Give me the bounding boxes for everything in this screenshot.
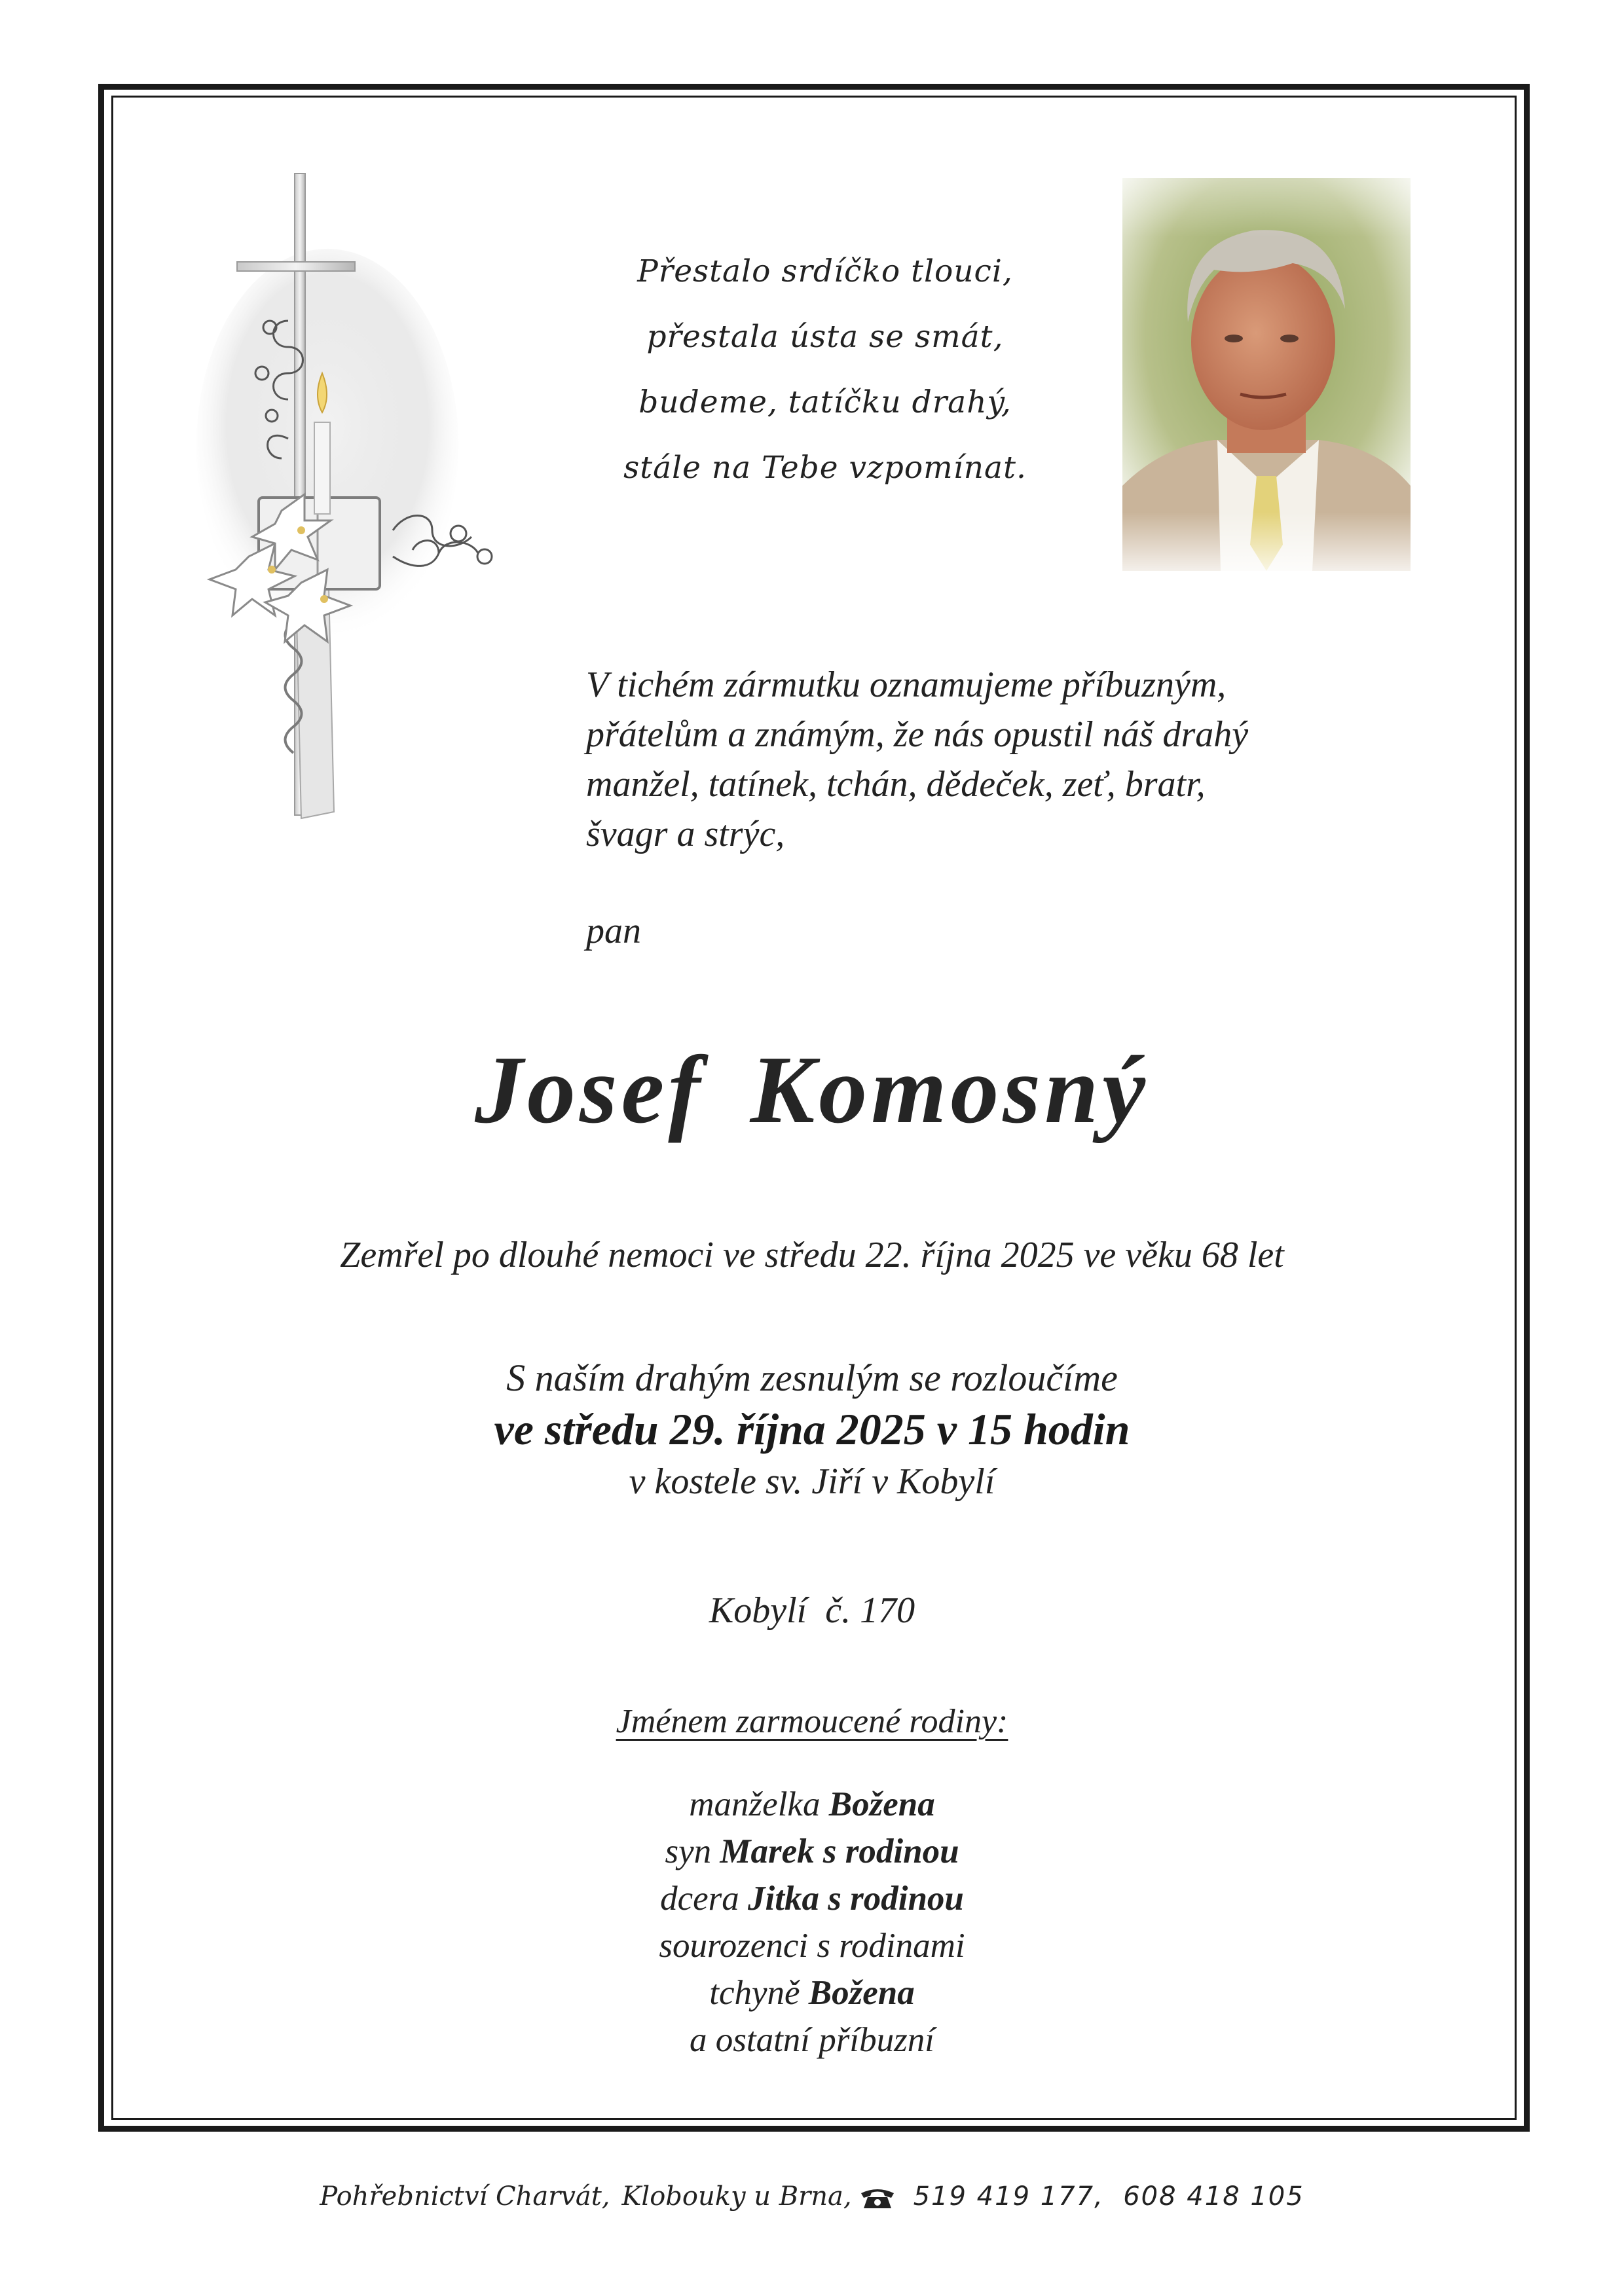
farewell-place: v kostele sv. Jiří v Kobylí [629, 1461, 995, 1502]
family-member [157, 1969, 1467, 2016]
home-address [157, 1590, 1467, 1631]
family-relation: dcera [660, 1880, 739, 1918]
family-name: Božena [828, 1785, 935, 1823]
address-text: Kobylí č. 170 [709, 1590, 915, 1631]
announcement [586, 660, 1437, 859]
family-relation: manželka [689, 1785, 821, 1823]
portrait-photo [1122, 178, 1411, 571]
deceased-name [157, 1034, 1467, 1146]
salutation: pan [586, 911, 641, 951]
announcement-line: V tichém zármutku oznamujeme příbuzným, [586, 665, 1227, 705]
telephone-icon [858, 2187, 896, 2210]
poem-line: budeme, tatíčku drahý, [638, 384, 1012, 420]
family-heading-text: Jménem zarmoucené rodiny: [616, 1703, 1008, 1740]
family-relation: tchyně [709, 1974, 800, 2012]
family-member [157, 2016, 1467, 2064]
family-member [157, 1781, 1467, 1828]
funeral-home-footer [157, 2181, 1467, 2212]
family-member [157, 1828, 1467, 1875]
last-name: Komosný [750, 1036, 1149, 1144]
family-member [157, 1875, 1467, 1922]
poem-line: přestala ústa se smát, [646, 319, 1004, 355]
cross-lily-candle-ornament [196, 164, 511, 831]
farewell-datetime: ve středu 29. října 2025 v 15 hodin [494, 1404, 1130, 1454]
poem-line: stále na Tebe vzpomínat. [623, 450, 1027, 486]
family-list [157, 1781, 1467, 2064]
family-name: Božena [808, 1974, 915, 2012]
announcement-line: švagr a strýc, [586, 814, 785, 854]
poem-line: Přestalo srdíčko tlouci, [637, 253, 1013, 289]
funeral-home-location: Klobouky u Brna, [621, 2181, 852, 2212]
poem [557, 239, 1094, 501]
announcement-line: manžel, tatínek, tchán, dědeček, zeť, bratr, [586, 764, 1206, 805]
farewell-section [157, 1354, 1467, 1507]
family-name: Jitka s rodinou [748, 1880, 964, 1918]
farewell-intro: S naším drahým zesnulým se rozloučíme [506, 1357, 1118, 1399]
first-name: Josef [474, 1036, 705, 1144]
family-heading [157, 1702, 1467, 1741]
phone-numbers: 519 419 177, 608 418 105 [913, 2181, 1304, 2212]
family-relation: syn [665, 1832, 712, 1870]
family-relation: a ostatní příbuzní [689, 2021, 934, 2059]
family-name: Marek s rodinou [720, 1832, 959, 1870]
funeral-home-name: Pohřebnictví Charvát, [320, 2181, 610, 2212]
death-notice: Zemřel po dlouhé nemoci ve středu 22. října 2025 ve věku 68 let [340, 1235, 1284, 1275]
family-member [157, 1922, 1467, 1969]
family-relation: sourozenci s rodinami [659, 1927, 965, 1965]
announcement-line: přátelům a známým, že nás opustil náš drahý [586, 714, 1249, 755]
